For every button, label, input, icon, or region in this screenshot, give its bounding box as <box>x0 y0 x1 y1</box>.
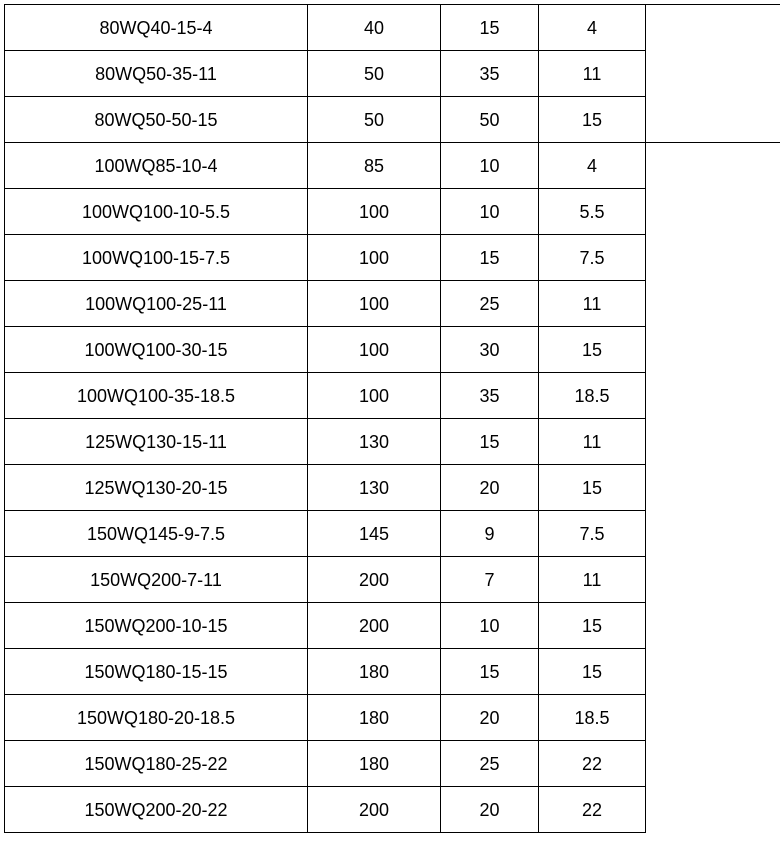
flow-cell: 180 <box>308 695 441 741</box>
power-cell: 4 <box>539 143 646 189</box>
merged-empty-cell <box>646 5 781 143</box>
flow-cell: 130 <box>308 465 441 511</box>
power-cell: 15 <box>539 465 646 511</box>
head-cell: 25 <box>441 281 539 327</box>
power-cell: 11 <box>539 557 646 603</box>
head-cell: 35 <box>441 51 539 97</box>
power-cell: 18.5 <box>539 695 646 741</box>
model-cell: 80WQ50-50-15 <box>5 97 308 143</box>
pump-spec-table <box>4 4 780 833</box>
model-cell: 150WQ145-9-7.5 <box>5 511 308 557</box>
flow-cell: 50 <box>308 97 441 143</box>
table-row <box>5 143 781 189</box>
flow-cell: 200 <box>308 787 441 833</box>
power-cell: 22 <box>539 787 646 833</box>
flow-cell: 180 <box>308 649 441 695</box>
head-cell: 20 <box>441 787 539 833</box>
flow-cell: 180 <box>308 741 441 787</box>
flow-cell: 100 <box>308 327 441 373</box>
power-cell: 15 <box>539 649 646 695</box>
power-cell: 11 <box>539 419 646 465</box>
head-cell: 30 <box>441 327 539 373</box>
model-cell: 80WQ40-15-4 <box>5 5 308 51</box>
table-row <box>5 5 781 51</box>
power-cell: 5.5 <box>539 189 646 235</box>
model-cell: 150WQ180-20-18.5 <box>5 695 308 741</box>
head-cell: 20 <box>441 465 539 511</box>
flow-cell: 40 <box>308 5 441 51</box>
head-cell: 15 <box>441 235 539 281</box>
power-cell: 7.5 <box>539 235 646 281</box>
head-cell: 15 <box>441 419 539 465</box>
model-cell: 125WQ130-20-15 <box>5 465 308 511</box>
model-cell: 100WQ100-10-5.5 <box>5 189 308 235</box>
flow-cell: 200 <box>308 557 441 603</box>
head-cell: 50 <box>441 97 539 143</box>
power-cell: 18.5 <box>539 373 646 419</box>
head-cell: 15 <box>441 5 539 51</box>
power-cell: 7.5 <box>539 511 646 557</box>
model-cell: 150WQ180-25-22 <box>5 741 308 787</box>
flow-cell: 100 <box>308 373 441 419</box>
power-cell: 15 <box>539 97 646 143</box>
model-cell: 80WQ50-35-11 <box>5 51 308 97</box>
model-cell: 150WQ180-15-15 <box>5 649 308 695</box>
model-cell: 150WQ200-20-22 <box>5 787 308 833</box>
power-cell: 22 <box>539 741 646 787</box>
head-cell: 7 <box>441 557 539 603</box>
model-cell: 125WQ130-15-11 <box>5 419 308 465</box>
flow-cell: 145 <box>308 511 441 557</box>
table-body <box>5 5 781 833</box>
head-cell: 25 <box>441 741 539 787</box>
flow-cell: 100 <box>308 235 441 281</box>
model-cell: 100WQ100-25-11 <box>5 281 308 327</box>
model-cell: 100WQ100-30-15 <box>5 327 308 373</box>
flow-cell: 100 <box>308 189 441 235</box>
flow-cell: 50 <box>308 51 441 97</box>
power-cell: 11 <box>539 281 646 327</box>
head-cell: 15 <box>441 649 539 695</box>
flow-cell: 200 <box>308 603 441 649</box>
power-cell: 11 <box>539 51 646 97</box>
head-cell: 10 <box>441 189 539 235</box>
blank-area <box>646 143 781 833</box>
head-cell: 35 <box>441 373 539 419</box>
head-cell: 10 <box>441 603 539 649</box>
model-cell: 150WQ200-7-11 <box>5 557 308 603</box>
flow-cell: 100 <box>308 281 441 327</box>
flow-cell: 85 <box>308 143 441 189</box>
model-cell: 150WQ200-10-15 <box>5 603 308 649</box>
model-cell: 100WQ100-15-7.5 <box>5 235 308 281</box>
spec-sheet <box>4 4 780 843</box>
power-cell: 15 <box>539 327 646 373</box>
model-cell: 100WQ85-10-4 <box>5 143 308 189</box>
model-cell: 100WQ100-35-18.5 <box>5 373 308 419</box>
head-cell: 10 <box>441 143 539 189</box>
power-cell: 15 <box>539 603 646 649</box>
flow-cell: 130 <box>308 419 441 465</box>
power-cell: 4 <box>539 5 646 51</box>
head-cell: 20 <box>441 695 539 741</box>
head-cell: 9 <box>441 511 539 557</box>
